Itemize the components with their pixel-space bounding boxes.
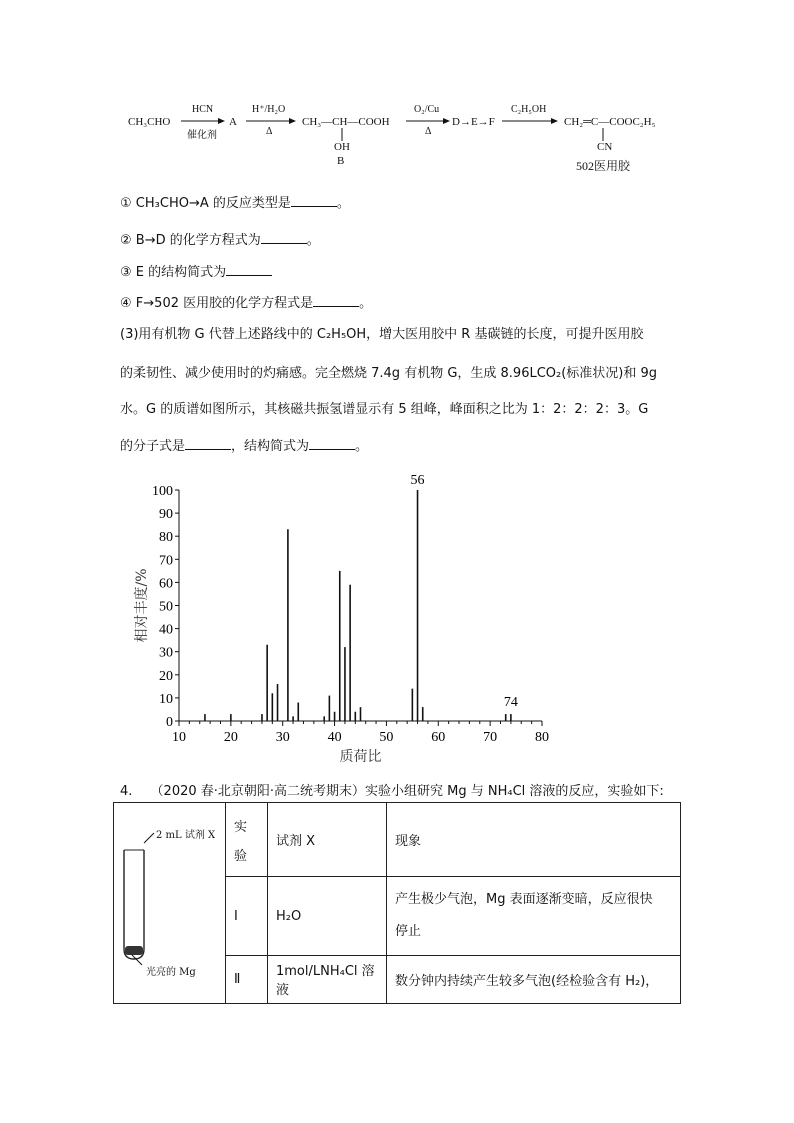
product-label: 502医用胶 [576,159,631,173]
part3-line4-text-c: 。 [355,439,369,454]
row-reagent: H₂O [268,877,387,955]
question-number: ① [120,196,132,211]
x-tick-label: 40 [327,730,342,745]
arrow3-heat: Δ [425,126,432,137]
question-number: ② [120,233,132,248]
answer-blank[interactable] [185,437,231,450]
question-number: ④ [120,296,132,311]
part3-line4-text-a: 的分子式是 [120,439,186,454]
header-experiment [226,803,268,877]
x-axis-label: 质荷比 [339,749,382,765]
arrow4-icon [502,116,558,126]
answer-blank[interactable] [291,194,337,207]
question-end: 。 [359,296,373,311]
row-phenomenon: 数分钟内持续产生较多气泡(经检验含有 H₂)， [387,955,681,1003]
header-exp-char-2: 验 [234,848,248,864]
phenomenon-line-1: 产生极少气泡，Mg 表面逐渐变暗，反应很快 [395,892,653,908]
arrow1-catalyst: 催化剂 [187,130,217,141]
x-tick-label: 10 [172,730,186,745]
question-text: E 的结构简式为 [135,265,227,280]
question-1 [120,192,350,211]
header-reagent: 试剂 X [268,803,387,877]
header-phenomenon: 现象 [387,803,681,877]
question-4-heading [120,780,664,799]
question-text: （2020 春·北京朝阳·高二统考期末）实验小组研究 Mg 与 NH₄Cl 溶液的反应，实验如下: [150,784,664,799]
y-tick-label: 20 [159,668,173,684]
question-text: F→502 医用胶的化学方程式是 [135,296,314,311]
compound-B-oh: OH [334,141,350,153]
bond-line-icon [339,128,345,142]
scheme-DEF: D→E→F [452,116,495,128]
part3-line-4 [120,437,368,456]
arrow2-reagent: H⁺/H₂O [252,104,286,115]
arrow2-heat: Δ [266,126,273,137]
compound-B-chain: CH₃—CH—COOH [302,116,390,128]
answer-blank[interactable] [226,263,272,276]
question-text: CH₃CHO→A 的反应类型是 [135,196,291,211]
experiment-table [113,802,681,1004]
mg-label: 光亮的 Mg [146,967,196,978]
part3-line-3: 水。G 的质谱如图所示，其核磁共振氢谱显示有 5 组峰，峰面积之比为 1：2：2：2：3。G [120,402,649,417]
answer-blank[interactable] [313,294,359,307]
y-tick-label: 90 [159,507,173,523]
x-tick-label: 70 [483,730,498,745]
part3-line4-text-b: ，结构简式为 [231,439,310,454]
x-tick-label: 20 [223,730,238,745]
question-number: 4. [120,784,133,799]
y-tick-label: 60 [159,576,173,592]
reagent-label: 2 mL 试剂 X [156,830,216,841]
part3-line-1: (3)用有机物 G 代替上述路线中的 C₂H₅OH，增大医用胶中 R 基碳链的长度，可提升医用胶 [120,327,644,342]
y-tick-label: 100 [152,484,173,499]
question-4 [120,292,372,311]
peak-label-56: 56 [410,473,425,488]
answer-blank[interactable] [261,231,307,244]
question-end: 。 [306,233,320,248]
y-tick-label: 50 [159,599,173,615]
test-tube-figure-cell [114,803,226,1004]
y-tick-label: 10 [159,691,173,707]
y-tick-label: 70 [159,553,173,569]
x-tick-label: 30 [275,730,290,745]
bond-line-icon [600,128,606,142]
row-id: Ⅱ [226,955,268,1003]
y-tick-label: 40 [159,622,173,638]
header-exp-char-1: 实 [234,819,248,835]
row-reagent: 1mol/LNH₄Cl 溶液 [268,955,387,1003]
scheme-start: CH₃CHO [128,116,171,128]
arrow3-reagent: O₂/Cu [414,104,440,115]
question-3 [120,261,272,280]
scheme-A: A [229,116,237,128]
answer-blank[interactable] [309,437,355,450]
arrow2-icon [246,116,296,126]
question-end: 。 [336,196,350,211]
x-tick-label: 60 [431,730,446,745]
question-text: B→D 的化学方程式为 [135,233,261,248]
peak-label-74: 74 [503,695,518,711]
part3-line-2: 的柔韧性、减少使用时的灼痛感。完全燃烧 7.4g 有机物 G，生成 8.96LCO₂(标准状况)和 9g [120,366,658,381]
mass-spectrum-chart [120,468,560,768]
arrow1-icon [181,116,225,126]
arrow3-icon [406,116,450,126]
arrow4-reagent: C₂H₅OH [511,104,547,115]
question-number: ③ [120,265,132,280]
row-phenomenon [387,877,681,955]
x-tick-label: 80 [535,730,549,745]
y-tick-label: 30 [159,645,173,661]
y-axis-label: 相对丰度/% [134,568,150,643]
compound-B-label: B [337,155,345,167]
x-tick-label: 50 [379,730,394,745]
product-chain: CH₂═C—COOC₂H₅ [564,116,656,128]
product-cn: CN [597,141,613,153]
row-id: Ⅰ [226,877,268,955]
arrow1-reagent: HCN [192,104,214,115]
question-2 [120,229,320,248]
y-tick-label: 0 [166,715,173,730]
y-tick-label: 80 [159,530,173,546]
phenomenon-line-2: 停止 [395,924,422,940]
